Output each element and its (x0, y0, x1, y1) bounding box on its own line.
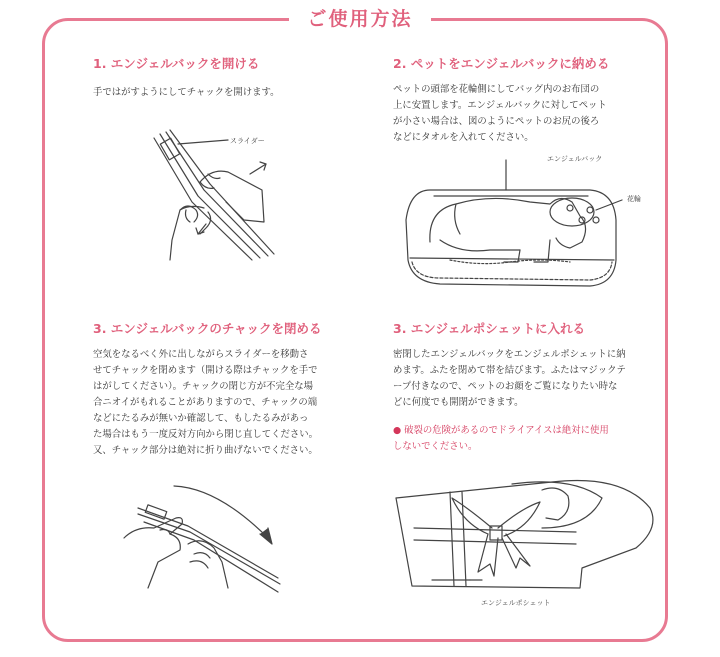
pet-in-bag-illustration (400, 150, 640, 300)
warning-line-2: しないでください。 (393, 441, 478, 452)
section-2-text (393, 82, 607, 146)
section-3-line-1: 空気をなるべく外に出しながらスライダーを移動さ (93, 349, 309, 360)
section-3-line-2: せてチャックを閉めます（開ける際はチャックを手で (93, 365, 318, 376)
section-3-line-3: はがしてください）。チャックの閉じ方が不完全な場 (93, 381, 314, 392)
section-2-title: 2. ペットをエンジェルバックに納める (393, 56, 610, 71)
pochette-illustration (392, 468, 662, 598)
section-4-line-3: ープ付きなので、ペットのお顔をご覧になりたい時な (393, 381, 618, 392)
angel-bag-label: エンジェルバック (547, 155, 603, 163)
section-1-text (93, 85, 279, 101)
close-zipper-illustration (118, 478, 288, 608)
section-3-title: 3. エンジェルバックのチャックを閉める (93, 321, 322, 336)
section-2-line-2: 上に安置します。エンジェルバックに対してペット (393, 100, 607, 111)
title-wrap (0, 4, 720, 31)
dry-ice-warning (393, 423, 609, 455)
page-title: ご使用方法 (289, 4, 430, 31)
section-3-line-6: た場合はもう一度反対方向から閉じ直してください。 (93, 429, 319, 440)
angel-pochette-label: エンジェルポシェット (481, 599, 551, 607)
section-4-line-1: 密閉したエンジェルバックをエンジェルポシェットに納 (393, 349, 626, 360)
section-2-line-1: ペットの頭部を花輪側にしてバッグ内のお布団の (393, 84, 600, 95)
wreath-label: 花輪 (627, 195, 641, 203)
section-1-line-1: 手ではがすようにしてチャックを開けます。 (93, 87, 280, 98)
section-2-line-4: などにタオルを入れてください。 (393, 132, 534, 143)
section-3-line-5: などにたるみが無いか確認して、もしたるみがあっ (93, 413, 309, 424)
section-4-text (393, 347, 626, 411)
section-2-line-3: が小さい場合は、図のようにペットのお尻の後ろ (393, 116, 600, 127)
section-4-title: 3. エンジェルポシェットに入れる (393, 321, 585, 336)
warning-line-1: ● 破裂の危険があるのでドライアイスは絶対に使用 (393, 425, 609, 436)
section-1-title: 1. エンジェルバックを開ける (93, 56, 260, 71)
section-4-line-2: めます。ふたを閉めて帯を結びます。ふたはマジックテ (393, 365, 626, 376)
slider-label: スライダー (230, 137, 265, 145)
section-3-line-7: 又、チャック部分は絶対に折り曲げないでください。 (93, 445, 318, 456)
open-zipper-illustration (140, 110, 300, 270)
section-3-line-4: 合ニオイがもれることがありますので、チャックの端 (93, 397, 318, 408)
section-4-line-4: どに何度でも開閉ができます。 (393, 397, 524, 408)
section-3-text (93, 347, 318, 459)
